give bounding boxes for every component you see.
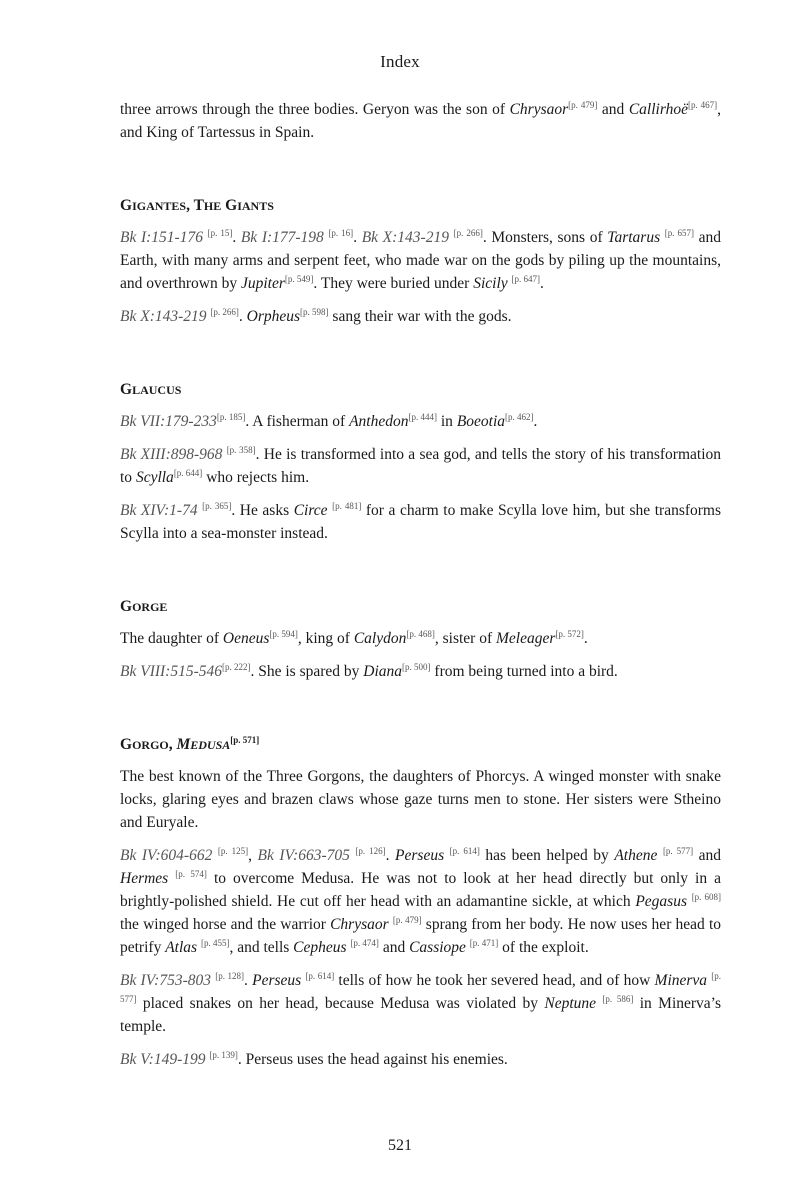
index-body bbox=[120, 98, 721, 1081]
book-ref-link[interactable]: Bk IV:663-705 bbox=[257, 847, 350, 864]
page-ref[interactable]: [p. 608] bbox=[691, 891, 722, 902]
book-ref-link[interactable]: Bk VIII:515-546 bbox=[120, 663, 222, 680]
page-ref[interactable]: [p. 468] bbox=[406, 628, 435, 639]
xref-link[interactable]: Cassiope bbox=[409, 939, 466, 956]
entry-paragraph: Bk X:143-219 [p. 266]. Orpheus[p. 598] sang their war with the gods. bbox=[120, 306, 512, 325]
xref-link[interactable]: Anthedon bbox=[349, 413, 409, 430]
entry-heading-gorge: GORGE bbox=[120, 598, 168, 615]
xref-link[interactable]: Chrysaor bbox=[509, 101, 569, 118]
xref-link[interactable]: Orpheus bbox=[246, 308, 301, 325]
page-ref[interactable]: [p. 577] bbox=[662, 845, 694, 856]
page-ref[interactable]: [p. 128] bbox=[215, 970, 245, 981]
xref-link[interactable]: Diana bbox=[363, 663, 403, 680]
entry-paragraph: Bk VIII:515-546[p. 222]. She is spared by Diana[p. 500] from being turned into a bird. bbox=[120, 661, 618, 680]
book-ref-link[interactable]: Bk X:143-219 bbox=[361, 229, 449, 246]
xref-link[interactable]: Jupiter bbox=[240, 275, 285, 292]
xref-link[interactable]: Hermes bbox=[120, 870, 169, 887]
page-ref[interactable]: [p. 577] bbox=[120, 970, 721, 1004]
xref-link[interactable]: Minerva bbox=[654, 972, 708, 989]
page-ref[interactable]: [p. 586] bbox=[602, 993, 634, 1004]
book-ref-link[interactable]: Bk VII:179-233 bbox=[120, 413, 217, 430]
entry-paragraph: Bk IV:753-803 [p. 128]. Perseus [p. 614] tells of how he took her severed head, and of how Minerva [p. 577] placed snakes on her head, because Medusa was violated by Neptune [p. 586] in Minerva’s temple. bbox=[120, 970, 722, 1035]
page-ref[interactable]: [p. 644] bbox=[173, 467, 203, 478]
entry-paragraph: Bk VII:179-233[p. 185]. A fisherman of Anthedon[p. 444] in Boeotia[p. 462]. bbox=[120, 411, 538, 430]
xref-link[interactable]: Pegasus bbox=[635, 893, 687, 910]
page-ref[interactable]: [p. 572] bbox=[555, 628, 584, 639]
entry-continuation: three arrows through the three bodies. Geryon was the son of Chrysaor[p. 479] and Callirhoë[p. 467], and King of Tartessus in Spain. bbox=[120, 99, 721, 141]
entry-paragraph: Bk I:151-176 [p. 15]. Bk I:177-198 [p. 16]. Bk X:143-219 [p. 266]. Monsters, sons of Tartarus [p. 657] and Earth, with many arms and serpent feet, who made war on the gods by piling up the mountains, and overthrown by Jupiter[p. 549]. They were buried under Sicily [p. 647]. bbox=[120, 227, 721, 292]
book-ref-link[interactable]: Bk IV:604-662 bbox=[120, 847, 213, 864]
xref-link[interactable]: Athene bbox=[614, 847, 658, 864]
page-ref[interactable]: [p. 222] bbox=[222, 661, 251, 672]
page-ref[interactable]: [p. 474] bbox=[350, 937, 379, 948]
book-ref-link[interactable]: Bk V:149-199 bbox=[120, 1051, 206, 1068]
entry-paragraph: The daughter of Oeneus[p. 594], king of Calydon[p. 468], sister of Meleager[p. 572]. bbox=[120, 628, 588, 647]
page-ref[interactable]: [p. 455] bbox=[200, 937, 230, 948]
page-ref[interactable]: [p. 358] bbox=[226, 444, 256, 455]
book-ref-link[interactable]: Bk X:143-219 bbox=[120, 308, 207, 325]
entry-paragraph: Bk XIV:1-74 [p. 365]. He asks Circe [p. 481] for a charm to make Scylla love him, but she transforms Scylla into a sea-monster instead. bbox=[120, 500, 722, 542]
xref-link[interactable]: Tartarus bbox=[607, 229, 661, 246]
book-ref-link[interactable]: Bk I:151-176 bbox=[120, 229, 203, 246]
xref-link[interactable]: Atlas bbox=[165, 939, 198, 956]
page-ref[interactable]: [p. 266] bbox=[210, 306, 239, 317]
page-ref[interactable]: [p. 126] bbox=[355, 845, 386, 856]
entry-heading-gigantes: GIGANTES, THE GIANTS bbox=[120, 197, 274, 214]
book-ref-link[interactable]: Bk IV:753-803 bbox=[120, 972, 211, 989]
page-ref[interactable]: [p. 139] bbox=[209, 1049, 238, 1060]
page-number: 521 bbox=[388, 1137, 412, 1154]
page-ref[interactable]: [p. 479] bbox=[392, 914, 422, 925]
page-ref[interactable]: [p. 467] bbox=[687, 99, 718, 110]
xref-link[interactable]: Meleager bbox=[496, 630, 556, 647]
medusa-heading-link[interactable]: MEDUSA bbox=[176, 736, 231, 753]
page-ref[interactable]: [p. 657] bbox=[664, 227, 694, 238]
page-ref[interactable]: [p. 647] bbox=[511, 273, 541, 284]
entry-heading-gorgo: GORGO, MEDUSA[p. 571] bbox=[120, 734, 260, 753]
page-ref[interactable]: [p. 571] bbox=[230, 734, 260, 745]
page-ref[interactable]: [p. 594] bbox=[269, 628, 298, 639]
entry-heading-glaucus: GLAUCUS bbox=[120, 381, 182, 398]
xref-link[interactable]: Cepheus bbox=[293, 939, 347, 956]
book-ref-link[interactable]: Bk XIII:898-968 bbox=[120, 446, 223, 463]
xref-link[interactable]: Scylla bbox=[135, 469, 174, 486]
xref-link[interactable]: Calydon bbox=[353, 630, 407, 647]
xref-link[interactable]: Chrysaor bbox=[330, 916, 389, 933]
page-ref[interactable]: [p. 574] bbox=[175, 868, 207, 879]
entry-paragraph: Bk IV:604-662 [p. 125], Bk IV:663-705 [p. 126]. Perseus [p. 614] has been helped by Athene [p. 577] and Hermes [p. 574] to overcome Medusa. He was not to look at her head directly but only in a brightly-polished shield. He cut off her head with an adamantine sickle, at which Pegasus [p. 608] the winged horse and the warrior Chrysaor [p. 479] sprang from her body. He now uses her head to petrify Atlas [p. 455], and tells Cepheus [p. 474] and Cassiope [p. 471] of the exploit. bbox=[120, 845, 722, 956]
page-ref[interactable]: [p. 481] bbox=[332, 500, 362, 511]
page-ref[interactable]: [p. 462] bbox=[505, 411, 534, 422]
book-ref-link[interactable]: Bk I:177-198 bbox=[240, 229, 324, 246]
page-ref[interactable]: [p. 16] bbox=[328, 227, 354, 238]
page-ref[interactable]: [p. 479] bbox=[568, 99, 598, 110]
page-ref[interactable]: [p. 549] bbox=[284, 273, 314, 284]
page-ref[interactable]: [p. 614] bbox=[449, 845, 480, 856]
entry-paragraph: Bk V:149-199 [p. 139]. Perseus uses the head against his enemies. bbox=[120, 1049, 508, 1068]
xref-link[interactable]: Callirhoë bbox=[628, 101, 688, 118]
xref-link[interactable]: Circe bbox=[293, 502, 328, 519]
entry-paragraph: The best known of the Three Gorgons, the daughters of Phorcys. A winged monster with snake locks, glaring eyes and brazen claws whose gaze turns men to stone. Her sisters were Stheino and Euryale. bbox=[120, 768, 721, 831]
xref-link[interactable]: Oeneus bbox=[222, 630, 270, 647]
page-ref[interactable]: [p. 444] bbox=[408, 411, 437, 422]
page-ref[interactable]: [p. 614] bbox=[305, 970, 335, 981]
book-ref-link[interactable]: Bk XIV:1-74 bbox=[120, 502, 198, 519]
page-ref[interactable]: [p. 15] bbox=[207, 227, 233, 238]
xref-link[interactable]: Perseus bbox=[252, 972, 302, 989]
entry-paragraph: Bk XIII:898-968 [p. 358]. He is transformed into a sea god, and tells the story of his transformation to Scylla[p. 644] who rejects him. bbox=[120, 444, 722, 486]
page-ref[interactable]: [p. 185] bbox=[216, 411, 246, 422]
xref-link[interactable]: Sicily bbox=[473, 275, 508, 292]
page-ref[interactable]: [p. 365] bbox=[202, 500, 232, 511]
xref-link[interactable]: Boeotia bbox=[456, 413, 506, 430]
page-ref[interactable]: [p. 471] bbox=[469, 937, 499, 948]
xref-link[interactable]: Perseus bbox=[395, 847, 445, 864]
page-ref[interactable]: [p. 125] bbox=[217, 845, 249, 856]
page-ref[interactable]: [p. 500] bbox=[402, 661, 431, 672]
xref-link[interactable]: Neptune bbox=[544, 995, 597, 1012]
running-header: Index bbox=[380, 52, 420, 71]
page-ref[interactable]: [p. 598] bbox=[300, 306, 329, 317]
page-ref[interactable]: [p. 266] bbox=[453, 227, 483, 238]
